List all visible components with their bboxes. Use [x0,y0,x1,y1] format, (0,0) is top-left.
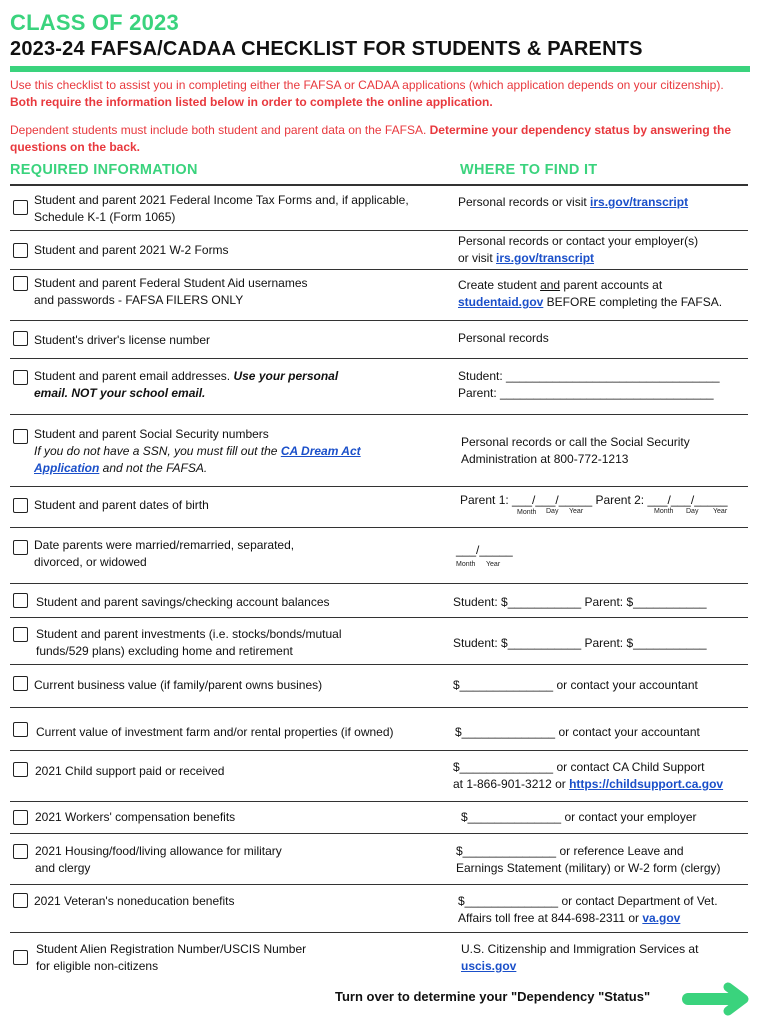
row-source: Create student and parent accounts at studentaid.gov BEFORE completing the FAFSA. [458,278,723,309]
class-of-heading: CLASS OF 2023 [10,10,179,35]
checkbox[interactable] [13,243,28,258]
checkbox[interactable] [13,810,28,825]
row-requirement: Student and parent 2021 W-2 Forms [34,243,229,257]
row-requirement: Date parents were married/remarried, separated, divorced, or widowed [34,538,295,569]
checklist-row [10,359,748,415]
row-requirement: Student and parent dates of birth [34,498,209,512]
sub-label: Day [546,508,559,515]
parent-email-field[interactable]: Parent: ________________________________ [458,386,714,400]
row-source [458,368,753,402]
uscis-link[interactable]: uscis.gov [461,959,517,973]
workers-comp-field[interactable]: $______________ or contact your employer [461,810,697,824]
checklist-row [10,415,748,487]
va-gov-link[interactable]: va.gov [642,911,681,925]
row-requirement: Student and parent Social Security numbers If you do not have a SSN, you must fill out the CA Dream Act Application and not the FAFSA. [34,427,361,475]
sub-label: Year [713,508,728,515]
row-source: $______________ or contact CA Child Support at 1-866-901-3212 or https://childsupport.ca.gov [453,760,724,791]
checklist-row [10,665,748,708]
intro-paragraph-1: Use this checklist to assist you in completing either the FAFSA or CADAA applications (which application depends on your citizenship). Both require the information listed below in order to complete the online application. [10,78,724,109]
checkbox[interactable] [13,950,28,965]
where-to-find-header: WHERE TO FIND IT [460,162,598,178]
sub-label: Month [654,508,674,515]
row-source: $______________ or reference Leave and Earnings Statement (military) or W-2 form (clergy) [456,844,721,875]
row-requirement: 2021 Child support paid or received [35,764,225,778]
sub-label: Month [517,509,537,516]
irs-transcript-link[interactable]: irs.gov/transcript [590,195,689,209]
row-requirement: Current value of investment farm and/or rental properties (if owned) [36,725,394,739]
row-source: Personal records or call the Social Security Administration at 800-772-1213 [461,435,690,466]
row-requirement: Student and parent investments (i.e. stocks/bonds/mutual funds/529 plans) excluding home and retirement [36,627,342,658]
row-requirement: Current business value (if family/parent owns busines) [34,678,323,692]
row-requirement: 2021 Housing/food/living allowance for military and clergy [35,844,282,875]
checkbox[interactable] [13,200,28,215]
page-title: 2023-24 FAFSA/CADAA CHECKLIST FOR STUDENTS & PARENTS [10,38,643,60]
checkbox[interactable] [13,893,28,908]
checkbox[interactable] [13,627,28,642]
checkbox[interactable] [13,429,28,444]
checklist-row [10,834,748,885]
checkbox[interactable] [13,676,28,691]
row-source: Personal records or visit irs.gov/transcript [458,195,689,209]
checkbox[interactable] [13,498,28,513]
checklist-row [10,708,748,751]
row-source: Personal records [458,331,549,345]
farm-value-field[interactable]: $______________ or contact your accountant [455,725,700,739]
row-requirement: Student and parent Federal Student Aid usernames and passwords - FAFSA FILERS ONLY [34,276,308,307]
row-requirement: 2021 Veteran's noneducation benefits [34,894,235,908]
checkbox[interactable] [13,331,28,346]
investments-fields[interactable]: Student: $___________ Parent: $___________ [453,636,707,650]
studentaid-link[interactable]: studentaid.gov [458,295,544,309]
row-source: U.S. Citizenship and Immigration Services at uscis.gov [461,942,699,973]
checklist-row [10,885,748,933]
row-requirement: Student and parent 2021 Federal Income Tax Forms and, if applicable, Schedule K-1 (Form 1065) [34,193,409,224]
row-requirement: Student's driver's license number [34,333,210,347]
row-requirement: Student and parent savings/checking account balances [36,595,330,609]
childsupport-link[interactable]: https://childsupport.ca.gov [569,777,724,791]
sub-label: Day [686,508,699,515]
row-requirement: Student and parent email addresses. Use your personal email. NOT your school email. [34,369,339,400]
sub-label: Year [486,561,501,568]
checklist-row [10,487,748,528]
ca-dream-act-link[interactable]: Application [34,461,100,475]
sub-label: Month [456,561,476,568]
row-source: Personal records or contact your employer(s) or visit irs.gov/transcript [458,234,699,265]
checkbox[interactable] [13,844,28,859]
right-arrow-icon [682,982,754,1021]
checkbox[interactable] [13,593,28,608]
required-info-header: REQUIRED INFORMATION [10,162,198,178]
turn-over-note: Turn over to determine your "Dependency "Status" [335,989,651,1004]
sub-label: Year [569,508,584,515]
title-underline-bar [10,66,750,72]
checklist-row [10,751,748,802]
row-requirement: Student Alien Registration Number/USCIS Number for eligible non-citizens [36,942,307,973]
ca-dream-act-link[interactable]: CA Dream Act [280,444,361,458]
checklist-row [10,231,748,270]
checklist-row [10,186,748,231]
checkbox[interactable] [13,762,28,777]
student-email-field[interactable]: Student: ________________________________ [458,369,720,383]
checkbox[interactable] [13,276,28,291]
checkbox[interactable] [13,540,28,555]
checklist-row [10,802,748,834]
dob-fields[interactable]: Parent 1: ___/___/_____ Parent 2: ___/___/_____ [460,493,728,507]
row-source: $______________ or contact Department of Vet. Affairs toll free at 844-698-2311 or va.gov [458,894,718,925]
balances-fields[interactable]: Student: $___________ Parent: $___________ [453,595,707,609]
checklist-row [10,528,748,584]
checklist-row [10,933,748,981]
irs-transcript-link[interactable]: irs.gov/transcript [496,251,595,265]
business-value-field[interactable]: $______________ or contact your accountant [453,678,698,692]
checklist-row [10,270,748,321]
row-requirement: 2021 Workers' compensation benefits [35,810,236,824]
checkbox[interactable] [13,370,28,385]
checklist-row [10,584,748,618]
checklist-row [10,618,748,665]
checkbox[interactable] [13,722,28,737]
checklist-row [10,321,748,359]
marriage-date-field[interactable]: ___/_____ [456,543,513,557]
intro-paragraph-2: Dependent students must include both student and parent data on the FAFSA. Determine your dependency status by answering the questions on the back. [10,123,732,154]
